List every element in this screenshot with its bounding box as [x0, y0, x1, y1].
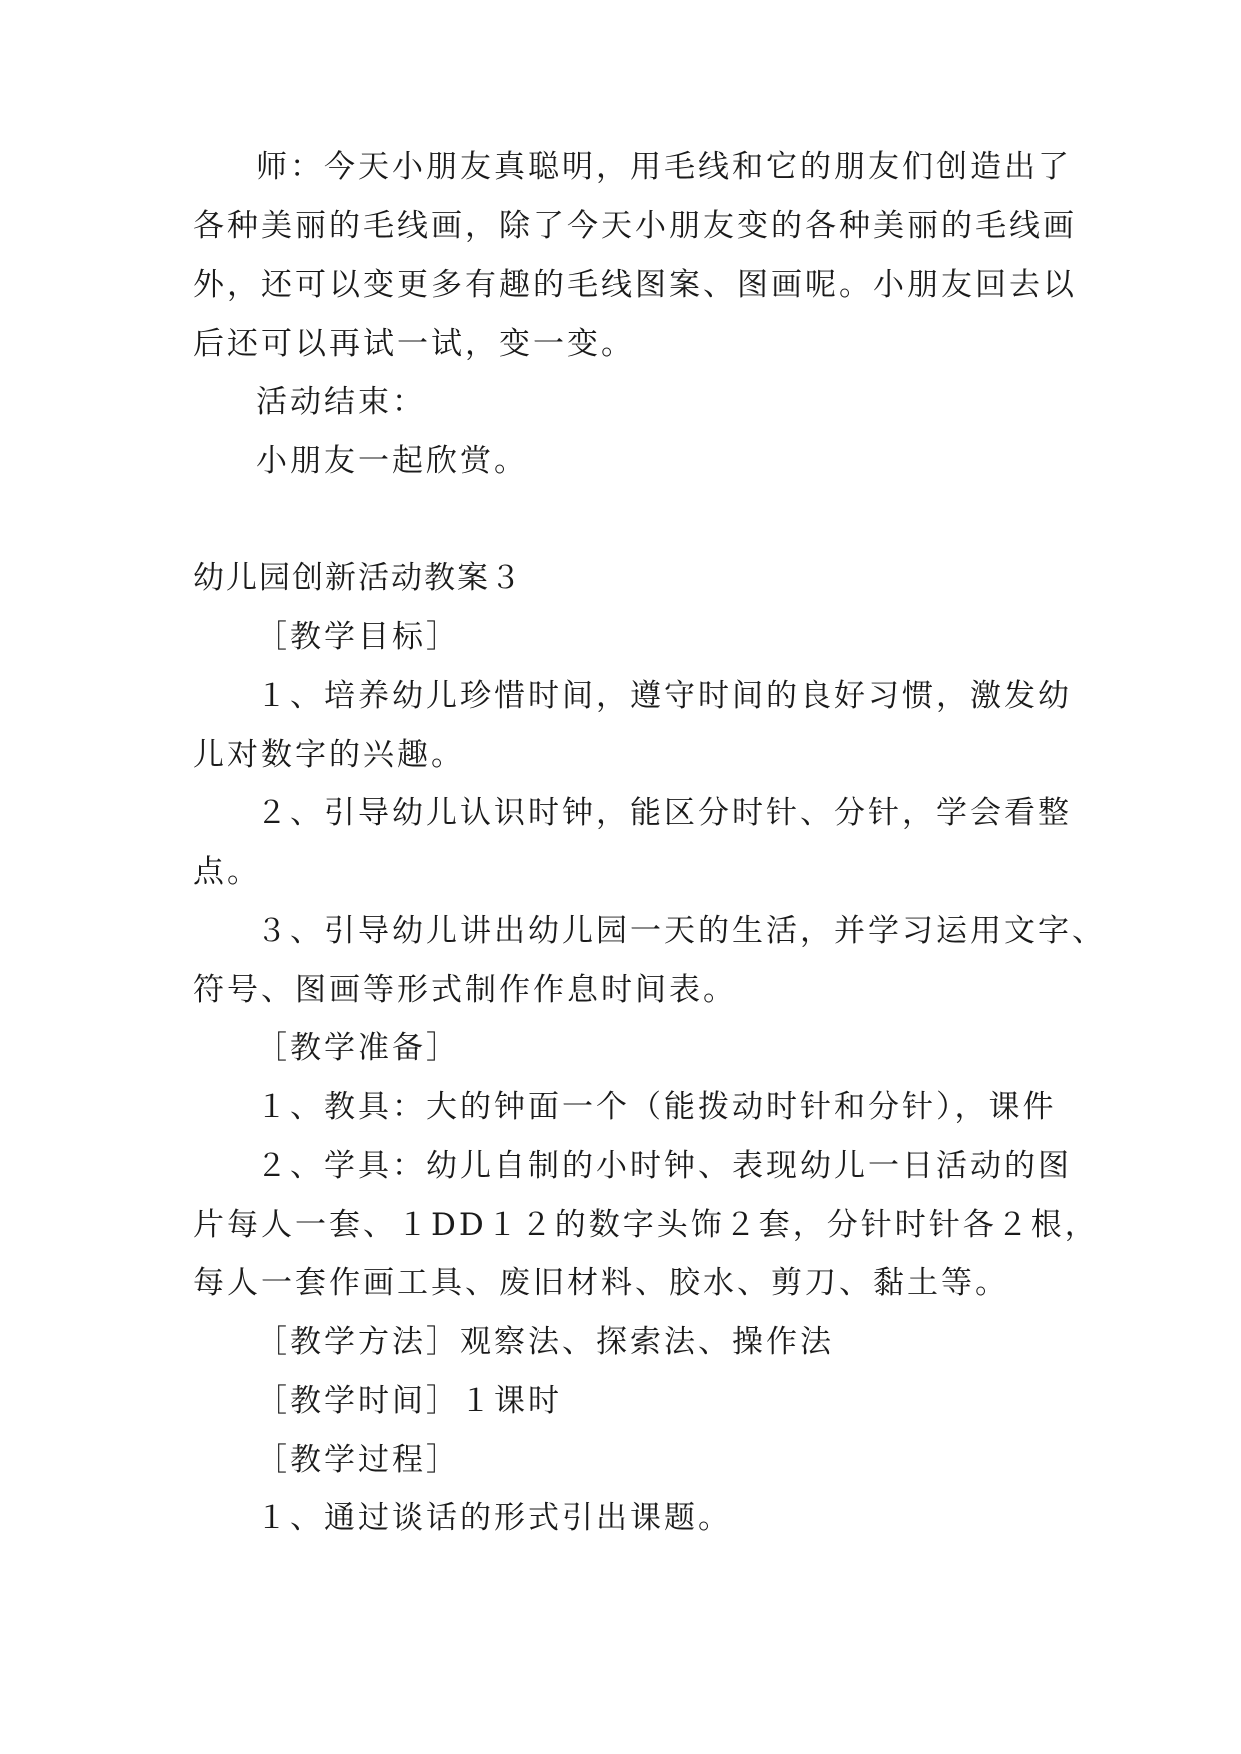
- list-item: １、通过谈话的形式引出课题。: [256, 1500, 732, 1536]
- subsection-heading: ［教学过程］: [256, 1442, 460, 1478]
- subsection-heading: ［教学准备］: [256, 1030, 460, 1066]
- list-item: １、教具：大的钟面一个（能拨动时针和分针），课件: [256, 1089, 1057, 1125]
- list-item: ３、引导幼儿讲出幼儿园一天的生活，并学习运用文字、: [256, 913, 1106, 949]
- list-item-continuation: 儿对数字的兴趣。: [193, 737, 465, 773]
- paragraph-line: 师：今天小朋友真聪明，用毛线和它的朋友们创造出了: [256, 149, 1072, 185]
- paragraph-line: 各种美丽的毛线画，除了今天小朋友变的各种美丽的毛线画: [193, 208, 1077, 244]
- list-item-continuation: 符号、图画等形式制作作息时间表。: [193, 972, 737, 1008]
- paragraph-line: 外，还可以变更多有趣的毛线图案、图画呢。小朋友回去以: [193, 267, 1077, 303]
- subsection-heading: ［教学时间］１课时: [256, 1383, 562, 1419]
- subsection-heading: ［教学方法］观察法、探索法、操作法: [256, 1324, 834, 1360]
- section-label: 活动结束：: [256, 384, 426, 420]
- list-item-continuation: 每人一套作画工具、废旧材料、胶水、剪刀、黏土等。: [193, 1265, 1009, 1301]
- paragraph-line: 小朋友一起欣赏。: [256, 443, 528, 479]
- paragraph-line: 后还可以再试一试，变一变。: [193, 326, 635, 362]
- list-item: ２、学具：幼儿自制的小时钟、表现幼儿一日活动的图: [256, 1148, 1072, 1184]
- list-item: １、培养幼儿珍惜时间，遵守时间的良好习惯，激发幼: [256, 678, 1072, 714]
- list-item: ２、引导幼儿认识时钟，能区分时针、分针，学会看整: [256, 795, 1072, 831]
- subsection-heading: ［教学目标］: [256, 619, 460, 655]
- section-title: 幼儿园创新活动教案３: [193, 560, 523, 596]
- list-item-continuation: 片每人一套、１DD１２的数字头饰２套，分针时针各２根，: [193, 1207, 1099, 1243]
- list-item-continuation: 点。: [193, 854, 261, 890]
